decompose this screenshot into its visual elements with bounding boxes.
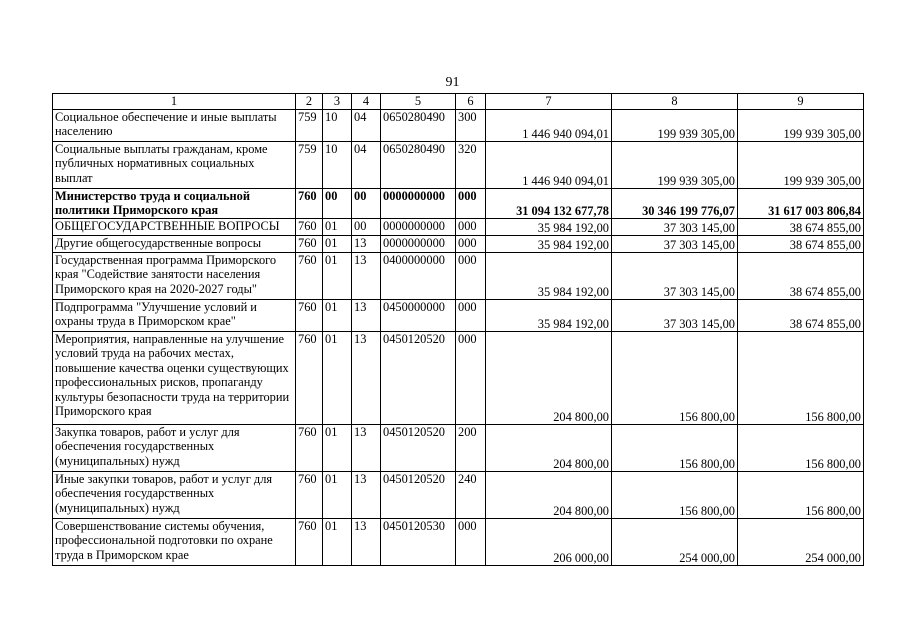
section-cell: 01 bbox=[323, 332, 352, 425]
amount-cell: 204 800,00 bbox=[486, 332, 612, 425]
column-header: 8 bbox=[612, 94, 738, 110]
amount-cell: 204 800,00 bbox=[486, 425, 612, 472]
subsection-cell: 13 bbox=[352, 425, 381, 472]
expense-type-cell: 000 bbox=[456, 236, 486, 253]
expense-type-cell: 300 bbox=[456, 110, 486, 142]
column-header: 3 bbox=[323, 94, 352, 110]
row-name-cell: Мероприятия, направленные на улучшение условий труда на рабочих местах, повышение качества оценки существующих профессиональных рисков, пропаганду культуры безопасности труда на территории Приморского края bbox=[53, 332, 296, 425]
table-row bbox=[53, 519, 864, 566]
amount-cell: 38 674 855,00 bbox=[738, 236, 864, 253]
section-cell: 01 bbox=[323, 236, 352, 253]
table-row bbox=[53, 142, 864, 189]
section-cell: 01 bbox=[323, 472, 352, 519]
column-header: 2 bbox=[296, 94, 323, 110]
admin-code-cell: 760 bbox=[296, 300, 323, 332]
amount-cell: 38 674 855,00 bbox=[738, 300, 864, 332]
admin-code-cell: 760 bbox=[296, 519, 323, 566]
amount-cell: 37 303 145,00 bbox=[612, 236, 738, 253]
section-cell: 10 bbox=[323, 110, 352, 142]
target-article-cell: 0450000000 bbox=[381, 300, 456, 332]
column-header: 6 bbox=[456, 94, 486, 110]
expense-type-cell: 200 bbox=[456, 425, 486, 472]
amount-cell: 199 939 305,00 bbox=[738, 142, 864, 189]
subsection-cell: 13 bbox=[352, 236, 381, 253]
section-cell: 01 bbox=[323, 219, 352, 236]
section-cell: 01 bbox=[323, 425, 352, 472]
table-row bbox=[53, 300, 864, 332]
section-cell: 01 bbox=[323, 253, 352, 300]
amount-cell: 254 000,00 bbox=[738, 519, 864, 566]
target-article-cell: 0650280490 bbox=[381, 142, 456, 189]
subsection-cell: 13 bbox=[352, 472, 381, 519]
row-name-cell: Иные закупки товаров, работ и услуг для обеспечения государственных (муниципальных) нужд bbox=[53, 472, 296, 519]
amount-cell: 31 617 003 806,84 bbox=[738, 189, 864, 219]
amount-cell: 31 094 132 677,78 bbox=[486, 189, 612, 219]
table-row bbox=[53, 219, 864, 236]
target-article-cell: 0450120520 bbox=[381, 332, 456, 425]
admin-code-cell: 760 bbox=[296, 425, 323, 472]
section-cell: 01 bbox=[323, 519, 352, 566]
section-cell: 01 bbox=[323, 300, 352, 332]
table-header-row bbox=[53, 94, 864, 110]
row-name-cell: ОБЩЕГОСУДАРСТВЕННЫЕ ВОПРОСЫ bbox=[53, 219, 296, 236]
amount-cell: 35 984 192,00 bbox=[486, 253, 612, 300]
admin-code-cell: 760 bbox=[296, 236, 323, 253]
table-row bbox=[53, 472, 864, 519]
subsection-cell: 13 bbox=[352, 300, 381, 332]
row-name-cell: Государственная программа Приморского края "Содействие занятости населения Приморского края на 2020-2027 годы" bbox=[53, 253, 296, 300]
amount-cell: 156 800,00 bbox=[738, 472, 864, 519]
admin-code-cell: 760 bbox=[296, 332, 323, 425]
amount-cell: 37 303 145,00 bbox=[612, 219, 738, 236]
amount-cell: 254 000,00 bbox=[612, 519, 738, 566]
amount-cell: 156 800,00 bbox=[612, 332, 738, 425]
expense-type-cell: 000 bbox=[456, 332, 486, 425]
subsection-cell: 00 bbox=[352, 219, 381, 236]
expense-type-cell: 000 bbox=[456, 519, 486, 566]
target-article-cell: 0000000000 bbox=[381, 219, 456, 236]
admin-code-cell: 759 bbox=[296, 142, 323, 189]
target-article-cell: 0650280490 bbox=[381, 110, 456, 142]
admin-code-cell: 760 bbox=[296, 219, 323, 236]
amount-cell: 199 939 305,00 bbox=[612, 110, 738, 142]
row-name-cell: Совершенствование системы обучения, профессиональной подготовки по охране труда в Приморском крае bbox=[53, 519, 296, 566]
amount-cell: 156 800,00 bbox=[612, 472, 738, 519]
table-row bbox=[53, 332, 864, 425]
amount-cell: 199 939 305,00 bbox=[612, 142, 738, 189]
expense-type-cell: 000 bbox=[456, 219, 486, 236]
column-header: 5 bbox=[381, 94, 456, 110]
amount-cell: 199 939 305,00 bbox=[738, 110, 864, 142]
subsection-cell: 04 bbox=[352, 110, 381, 142]
amount-cell: 30 346 199 776,07 bbox=[612, 189, 738, 219]
amount-cell: 1 446 940 094,01 bbox=[486, 110, 612, 142]
amount-cell: 156 800,00 bbox=[612, 425, 738, 472]
expense-type-cell: 240 bbox=[456, 472, 486, 519]
row-name-cell: Закупка товаров, работ и услуг для обеспечения государственных (муниципальных) нужд bbox=[53, 425, 296, 472]
expense-type-cell: 000 bbox=[456, 253, 486, 300]
target-article-cell: 0000000000 bbox=[381, 236, 456, 253]
column-header: 4 bbox=[352, 94, 381, 110]
amount-cell: 35 984 192,00 bbox=[486, 300, 612, 332]
row-name-cell: Министерство труда и социальной политики Приморского края bbox=[53, 189, 296, 219]
expense-type-cell: 000 bbox=[456, 189, 486, 219]
amount-cell: 204 800,00 bbox=[486, 472, 612, 519]
table-row bbox=[53, 425, 864, 472]
amount-cell: 206 000,00 bbox=[486, 519, 612, 566]
amount-cell: 37 303 145,00 bbox=[612, 300, 738, 332]
amount-cell: 156 800,00 bbox=[738, 425, 864, 472]
amount-cell: 1 446 940 094,01 bbox=[486, 142, 612, 189]
target-article-cell: 0450120520 bbox=[381, 472, 456, 519]
column-header: 9 bbox=[738, 94, 864, 110]
target-article-cell: 0450120530 bbox=[381, 519, 456, 566]
row-name-cell: Социальные выплаты гражданам, кроме публичных нормативных социальных выплат bbox=[53, 142, 296, 189]
row-name-cell: Другие общегосударственные вопросы bbox=[53, 236, 296, 253]
column-header: 7 bbox=[486, 94, 612, 110]
budget-table bbox=[52, 93, 864, 566]
admin-code-cell: 760 bbox=[296, 253, 323, 300]
table-row bbox=[53, 236, 864, 253]
amount-cell: 35 984 192,00 bbox=[486, 236, 612, 253]
table-row bbox=[53, 189, 864, 219]
amount-cell: 37 303 145,00 bbox=[612, 253, 738, 300]
subsection-cell: 13 bbox=[352, 519, 381, 566]
row-name-cell: Социальное обеспечение и иные выплаты населению bbox=[53, 110, 296, 142]
subsection-cell: 04 bbox=[352, 142, 381, 189]
row-name-cell: Подпрограмма "Улучшение условий и охраны труда в Приморском крае" bbox=[53, 300, 296, 332]
target-article-cell: 0450120520 bbox=[381, 425, 456, 472]
amount-cell: 38 674 855,00 bbox=[738, 253, 864, 300]
target-article-cell: 0000000000 bbox=[381, 189, 456, 219]
column-header: 1 bbox=[53, 94, 296, 110]
amount-cell: 35 984 192,00 bbox=[486, 219, 612, 236]
subsection-cell: 13 bbox=[352, 253, 381, 300]
subsection-cell: 13 bbox=[352, 332, 381, 425]
admin-code-cell: 759 bbox=[296, 110, 323, 142]
table-row bbox=[53, 110, 864, 142]
amount-cell: 38 674 855,00 bbox=[738, 219, 864, 236]
admin-code-cell: 760 bbox=[296, 472, 323, 519]
expense-type-cell: 320 bbox=[456, 142, 486, 189]
admin-code-cell: 760 bbox=[296, 189, 323, 219]
section-cell: 10 bbox=[323, 142, 352, 189]
subsection-cell: 00 bbox=[352, 189, 381, 219]
amount-cell: 156 800,00 bbox=[738, 332, 864, 425]
section-cell: 00 bbox=[323, 189, 352, 219]
table-row bbox=[53, 253, 864, 300]
page-number: 91 bbox=[445, 75, 460, 90]
expense-type-cell: 000 bbox=[456, 300, 486, 332]
target-article-cell: 0400000000 bbox=[381, 253, 456, 300]
